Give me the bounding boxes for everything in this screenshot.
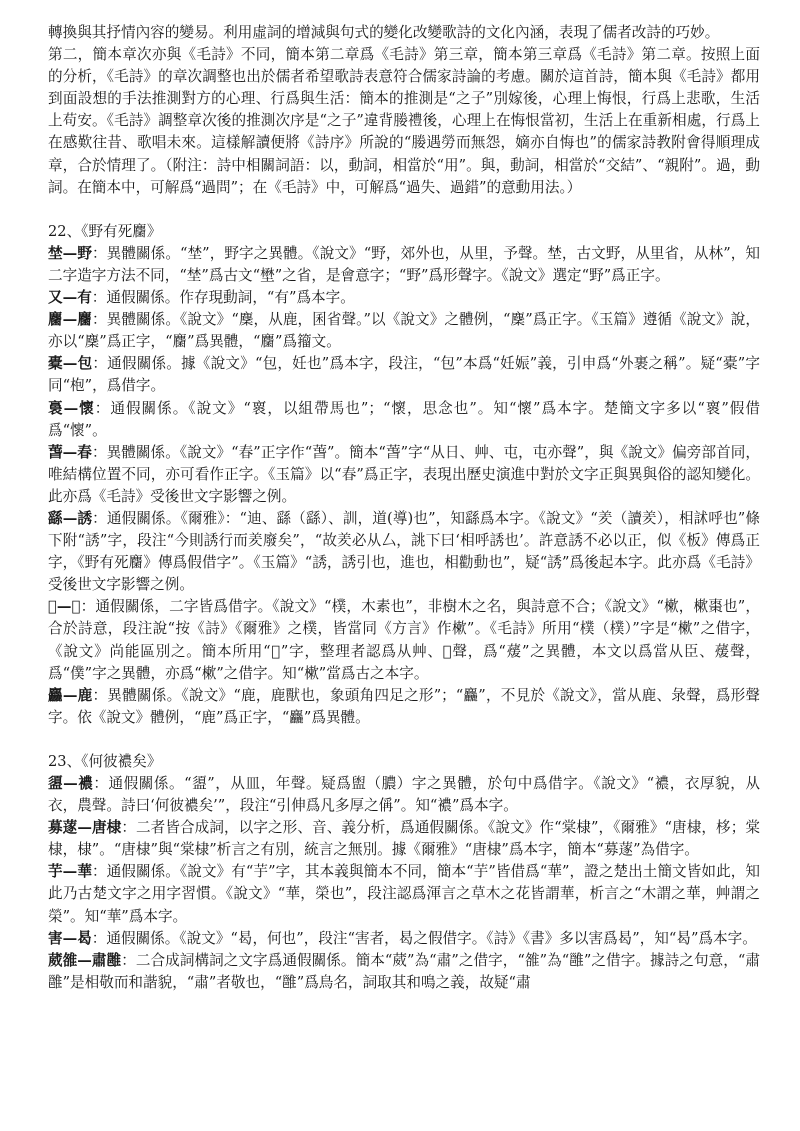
entry-text: ：異體關係。《說文》“麇，从鹿，囷省聲。”以《說文》之體例，“麇”爲正字。《玉篇》遵循《說文》說，亦以“麇”爲正字，“麕”爲異體，“麕”爲籀文。: [48, 311, 760, 351]
entry: [48, 353, 760, 397]
entry-text: ：異體關係。《說文》“鹿，鹿獸也，象頭角四足之形”；“麤”，不見於《說文》，當从鹿、彔聲，爲形聲字。依《說文》體例，“鹿”爲正字，“麤”爲異體。: [48, 686, 760, 726]
entry-term: 繇—誘: [48, 509, 93, 527]
entry-text: ：通假關係。《說文》“曷，何也”，段注“害者，曷之假借字。《詩》《書》多以害爲曷”，知“曷”爲本字。: [91, 929, 757, 947]
entry-term: 募蓫—唐棣: [48, 819, 122, 837]
entry: [48, 861, 760, 927]
section-title: 23、《何彼襛矣》: [48, 752, 162, 770]
entry: [48, 442, 760, 508]
entry: [48, 685, 760, 729]
entry-text: ：通假關係。《說文》有“芋”字，其本義與簡本不同，簡本“芋”皆借爲“華”，證之楚出土簡文皆如此，知此乃古楚文字之用字習慣。《說文》“華，榮也”，段注認爲渾言之草木之花皆謂華，析言之“木謂之華，艸謂之榮”。知“華”爲本字。: [48, 863, 760, 925]
document-page: [48, 22, 760, 994]
entry: [48, 287, 760, 309]
section-title: 22、《野有死麕》: [48, 222, 162, 240]
entry: [48, 950, 760, 994]
entry: [48, 398, 760, 442]
entry-term: 𣟭—樸: [48, 598, 81, 616]
entry-text: ：通假關係。《說文》“褱，以組帶馬也”；“懷，思念也”。知“懷”爲本字。楚簡文字多以“褱”假借爲“懷”。: [48, 399, 760, 439]
intro-paragraph-2: 第二，簡本章次亦與《毛詩》不同，簡本第二章爲《毛詩》第三章，簡本第三章爲《毛詩》第二章。按照上面的分析，《毛詩》的章次調整也出於儒者希望歌詩表意符合儒家詩論的考慮。關於這首詩，簡本與《毛詩》都用到面設想的手法推測對方的心理、行爲與生活：簡本的推測是“之子”別嫁後，心理上悔恨，行爲上悲歌，生活上苟安。《毛詩》調整章次後的推測次序是“之子”違背媵禮後，心理上在悔恨當初，生活上在重新相處，行爲上在感歎往昔、歌唱未來。這樣解讀便將《詩序》所說的“媵遇勞而無怨，嫡亦自悔也”的儒家詩教附會得順理成章，合於情理了。（附注：詩中相關詞語：以，動詞，相當於“用”。與，動詞，相當於“交結”、“親附”。過，動詞。在簡本中，可解爲“過問”；在《毛詩》中，可解爲“過失、過錯”的意動用法。）: [48, 46, 760, 196]
entry-term: 萅—春: [48, 443, 92, 461]
entry: [48, 817, 760, 861]
entry-text: ：通假關係。據《說文》“包，妊也”爲本字，段注，“包”本爲“妊娠”義，引申爲“外裹之稱”。疑“橐”字同“枹”，爲借字。: [48, 355, 760, 395]
entry-term: 葳雒—肅雝: [48, 951, 122, 969]
entry-text: ：異體關係。《說文》“春”正字作“萅”。簡本“萅”字“从日、艸、屯，屯亦聲”，與《說文》偏旁部首同，唯結構位置不同，亦可看作正字。《玉篇》以“春”爲正字，表現出歷史演進中對於文字正與異與俗的認知變化。此亦爲《毛詩》受後世文字影響之例。: [48, 443, 760, 505]
entry: [48, 243, 760, 287]
entry: [48, 596, 760, 684]
entry-text: ：二者皆合成詞，以字之形、音、義分析，爲通假關係。《說文》作“棠棣”，《爾雅》“唐棣，栘；棠棣，棣”。“唐棣”與“棠棣”析言之有別，統言之無別。據《爾雅》“唐棣”爲本字，簡本“募蓫”為借字。: [48, 819, 760, 859]
entry-text: ：通假關係。《爾雅》：“迪、繇（繇）、訓，道(導)也”，知繇爲本字。《說文》“羑（讀羑），相訹呼也”條下附“誘”字，段注“今則誘行而羑廢矣”，“故羑必从厶，誂下曰‘相呼誘也’。許意誘不必以正，似《板》傳爲正字，《野有死麕》傳爲假借字”。《玉篇》“誘，誘引也，進也，相勸動也”，疑“誘”爲後起本字。此亦爲《毛詩》受後世文字影響之例。: [48, 509, 760, 594]
entry-term: 害—曷: [48, 929, 92, 947]
entry-term: 盨—襛: [48, 775, 94, 792]
entry-term: 埜—野: [48, 244, 92, 262]
intro-paragraph-1: 轉換與其抒情內容的變易。利用虛詞的增減與句式的變化改變歌詩的文化內涵，表現了儒者改詩的巧妙。: [48, 24, 720, 41]
entry-term: 裛—懷: [48, 399, 95, 417]
entry: [48, 773, 760, 817]
entry: [48, 928, 760, 950]
entry-text: ：通假關係，二字皆爲借字。《說文》“樸，木素也”，非樹木之名，與詩意不合；《說文》“樕，樕棗也”，合於詩意，段注說“按《詩》《爾雅》之樸，皆當同《方言》作樕”。《毛詩》所用“樸（樸）”字是“樕”之借字，《說文》尚能區別之。簡本所用“𣟭”字，整理者認爲从艸、𡩟聲，爲“蕿”之異體，本文以爲當从臣、蕿聲，爲“僕”字之異體，亦爲“樕”之借字。知“樕”當爲古之本字。: [48, 598, 760, 682]
entry-text: ：通假關係。“盨”，从皿，年聲。疑爲盥（膿）字之異體，於句中爲借字。《說文》“襛，衣厚貌，从衣，農聲。詩曰‘何彼襛矣’”，段注“引伸爲凡多厚之偁”。知“襛”爲本字。: [48, 775, 760, 815]
entry-text: ：通假關係。作存現動詞，“有”爲本字。: [91, 289, 355, 307]
entry: [48, 508, 760, 596]
entry: [48, 309, 760, 353]
entry-text: ：異體關係。“埜”，野字之異體。《說文》“野，郊外也，从里，予聲。埜，古文野，从里省，从林”，知二字造字方法不同，“埜”爲古文“壄”之省，是會意字；“野”爲形聲字。《說文》選定“野”爲正字。: [48, 244, 760, 284]
entry-term: 芋—華: [48, 863, 92, 881]
entry-text: ：二合成詞構詞之文字爲通假關係。簡本“葳”為“肅”之借字，“雒”為“雝”之借字。據詩之句意，“肅雝”是相敬而和諧貌，“肅”者敬也，“雝”爲鳥名，詞取其和鳴之義，故疑“肅: [48, 951, 760, 991]
entry-term: 又—有: [48, 289, 92, 307]
entry-term: 麤—鹿: [48, 686, 93, 704]
entry-term: 橐—包: [48, 355, 93, 373]
entry-term: 麕—麕: [48, 311, 92, 329]
